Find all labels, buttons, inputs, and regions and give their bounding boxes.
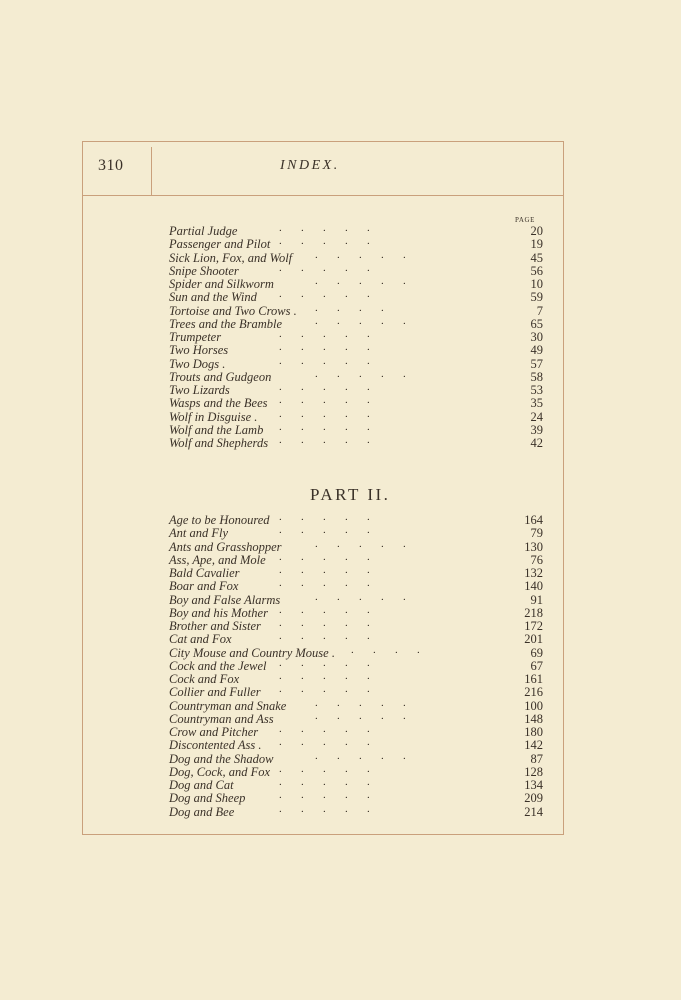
entry-page-number: 20 <box>530 224 543 238</box>
entry-page-number: 218 <box>524 605 543 620</box>
entry-leader-dots: . . . . . <box>279 617 370 629</box>
entry-title: Bald Cavalier <box>169 566 240 580</box>
entry-page-number: 58 <box>530 369 543 384</box>
entry-leader-dots: . . . . . <box>279 670 370 682</box>
page-number: 310 <box>98 157 124 174</box>
entry-title: Tortoise and Two Crows . <box>169 303 297 318</box>
entry-leader-dots: . . . . . <box>315 314 406 327</box>
entry-page-number: 164 <box>524 513 543 527</box>
entry-leader-dots: . . . . . <box>279 564 370 576</box>
entry-title: Sun and the Wind <box>169 290 257 305</box>
entry-title: Snipe Shooter <box>169 263 239 278</box>
entry-page-number: 161 <box>524 672 543 686</box>
entry-leader-dots: . . . . . <box>279 511 370 523</box>
entry-title: Boy and False Alarms <box>169 592 281 607</box>
entry-page-number: 91 <box>530 592 543 607</box>
entry-leader-dots: . . . . . <box>315 367 406 380</box>
entry-leader-dots: . . . . . <box>315 590 406 603</box>
entry-leader-dots: . . . . . <box>279 683 370 696</box>
entry-title: Dog and Bee <box>169 804 235 819</box>
entry-page-number: 69 <box>530 645 543 660</box>
running-head: INDEX. <box>280 158 340 173</box>
entry-leader-dots: . . . . . <box>279 394 370 407</box>
entry-title: City Mouse and Country Mouse . <box>169 645 335 660</box>
entry-leader-dots: . . . . . <box>279 381 370 393</box>
entry-leader-dots: . . . . . <box>279 789 370 802</box>
entry-page-number: 42 <box>530 436 543 450</box>
entry-leader-dots: . . . . . <box>279 723 370 735</box>
entry-title: Ants and Grasshopper <box>169 539 282 554</box>
entry-page-number: 172 <box>524 619 543 633</box>
entry-leader-dots: . . . . . <box>279 550 370 563</box>
entry-page-number: 134 <box>524 778 543 792</box>
entry-leader-dots: . . . . . <box>279 222 370 234</box>
entry-title: Trees and the Bramble <box>169 316 283 331</box>
entry-leader-dots: . . . . . <box>279 261 370 274</box>
entry-leader-dots: . . . . . <box>279 762 370 775</box>
entry-leader-dots: . . . . . <box>279 603 370 616</box>
header-divider-vertical <box>151 147 152 196</box>
entry-title: Trumpeter <box>169 330 222 344</box>
entry-leader-dots: . . . . . <box>279 577 370 590</box>
entry-page-number: 30 <box>530 330 543 344</box>
entry-title: Dog, Cock, and Fox <box>169 764 271 779</box>
entry-title: Trouts and Gudgeon <box>169 369 272 384</box>
entry-leader-dots: . . . . . <box>315 709 406 722</box>
page-column-label: PAGE <box>515 216 536 224</box>
entry-page-number: 35 <box>530 396 543 411</box>
entry-title: Boy and his Mother <box>169 605 268 620</box>
index-entry <box>169 434 543 450</box>
entry-title: Cat and Fox <box>169 632 232 647</box>
entry-leader-dots: . . . . . <box>279 434 370 446</box>
entry-leader-dots: . . . . . <box>279 341 370 354</box>
entry-title: Two Horses <box>169 343 229 358</box>
entry-page-number: 19 <box>530 237 543 252</box>
index-section-two <box>169 511 543 819</box>
entry-title: Sick Lion, Fox, and Wolf <box>169 250 293 265</box>
entry-title: Boar and Fox <box>169 579 239 594</box>
entry-leader-dots: . . . . . <box>279 802 370 815</box>
entry-page-number: 216 <box>524 685 543 700</box>
entry-leader-dots: . . . . . <box>315 537 406 550</box>
entry-page-number: 65 <box>530 316 543 331</box>
entry-leader-dots: . . . . . <box>315 696 406 709</box>
entry-page-number: 49 <box>530 343 543 358</box>
entry-page-number: 142 <box>524 738 543 753</box>
entry-leader-dots: . . . . . <box>279 288 370 301</box>
entry-title: Wolf and the Lamb <box>169 422 264 437</box>
entry-title: Spider and Silkworm <box>169 277 274 291</box>
entry-page-number: 24 <box>530 409 543 424</box>
entry-page-number: 180 <box>524 725 543 739</box>
entry-leader-dots: . . . . . <box>279 354 370 367</box>
entry-title: Ass, Ape, and Mole <box>169 552 266 567</box>
entry-page-number: 209 <box>524 791 543 806</box>
entry-leader-dots: . . . . . <box>279 524 370 537</box>
entry-title: Wolf and Shepherds <box>169 436 269 450</box>
entry-leader-dots: . . . . . <box>279 776 370 788</box>
entry-title: Brother and Sister <box>169 619 261 633</box>
entry-title: Ant and Fly <box>169 526 229 541</box>
entry-leader-dots: . . . . . <box>315 749 406 762</box>
entry-leader-dots: . . . . . <box>279 630 370 643</box>
entry-title: Countryman and Ass <box>169 711 274 726</box>
entry-title: Dog and Cat <box>169 778 234 792</box>
entry-title: Two Lizards <box>169 383 230 397</box>
entry-leader-dots: . . . . . <box>279 235 370 248</box>
entry-title: Countryman and Snake <box>169 698 287 713</box>
entry-title: Two Dogs . <box>169 356 226 371</box>
entry-page-number: 130 <box>524 539 543 554</box>
entry-leader-dots: . . . . . <box>279 656 370 669</box>
entry-page-number: 87 <box>530 751 543 766</box>
entry-title: Wolf in Disguise . <box>169 409 258 424</box>
entry-page-number: 201 <box>524 632 543 647</box>
entry-leader-dots: . . . . <box>315 301 384 314</box>
entry-leader-dots: . . . . . <box>279 407 370 420</box>
entry-leader-dots: . . . . . <box>279 420 370 433</box>
entry-page-number: 67 <box>530 658 543 673</box>
index-entry <box>169 802 543 819</box>
entry-title: Dog and the Shadow <box>169 751 274 766</box>
entry-title: Cock and the Jewel <box>169 658 267 673</box>
entry-page-number: 53 <box>530 383 543 397</box>
index-section-one <box>169 222 543 450</box>
entry-page-number: 39 <box>530 422 543 437</box>
entry-page-number: 7 <box>536 303 543 318</box>
entry-leader-dots: . . . . . <box>279 736 370 749</box>
entry-title: Discontented Ass . <box>169 738 262 753</box>
entry-page-number: 132 <box>524 566 543 580</box>
entry-page-number: 140 <box>524 579 543 594</box>
entry-page-number: 76 <box>530 552 543 567</box>
header-divider-horizontal <box>82 195 563 196</box>
entry-leader-dots: . . . . . <box>315 275 406 287</box>
entry-page-number: 148 <box>524 711 543 726</box>
entry-page-number: 100 <box>524 698 543 713</box>
entry-title: Collier and Fuller <box>169 685 261 700</box>
entry-leader-dots: . . . . <box>351 643 420 656</box>
entry-page-number: 56 <box>530 263 543 278</box>
entry-leader-dots: . . . . . <box>279 328 370 340</box>
entry-page-number: 128 <box>524 764 543 779</box>
entry-title: Passenger and Pilot <box>169 237 271 252</box>
entry-title: Crow and Pitcher <box>169 725 259 739</box>
entry-page-number: 59 <box>530 290 543 305</box>
entry-page-number: 45 <box>530 250 543 265</box>
entry-title: Wasps and the Bees <box>169 396 268 411</box>
entry-title: Dog and Sheep <box>169 791 246 806</box>
part-heading: PART II. <box>310 485 391 504</box>
entry-title: Age to be Honoured <box>169 513 270 527</box>
entry-page-number: 10 <box>530 277 543 291</box>
entry-page-number: 214 <box>524 804 543 819</box>
entry-leader-dots: . . . . . <box>315 248 406 261</box>
entry-page-number: 57 <box>530 356 543 371</box>
entry-title: Cock and Fox <box>169 672 240 686</box>
entry-title: Partial Judge <box>169 224 238 238</box>
entry-page-number: 79 <box>530 526 543 541</box>
